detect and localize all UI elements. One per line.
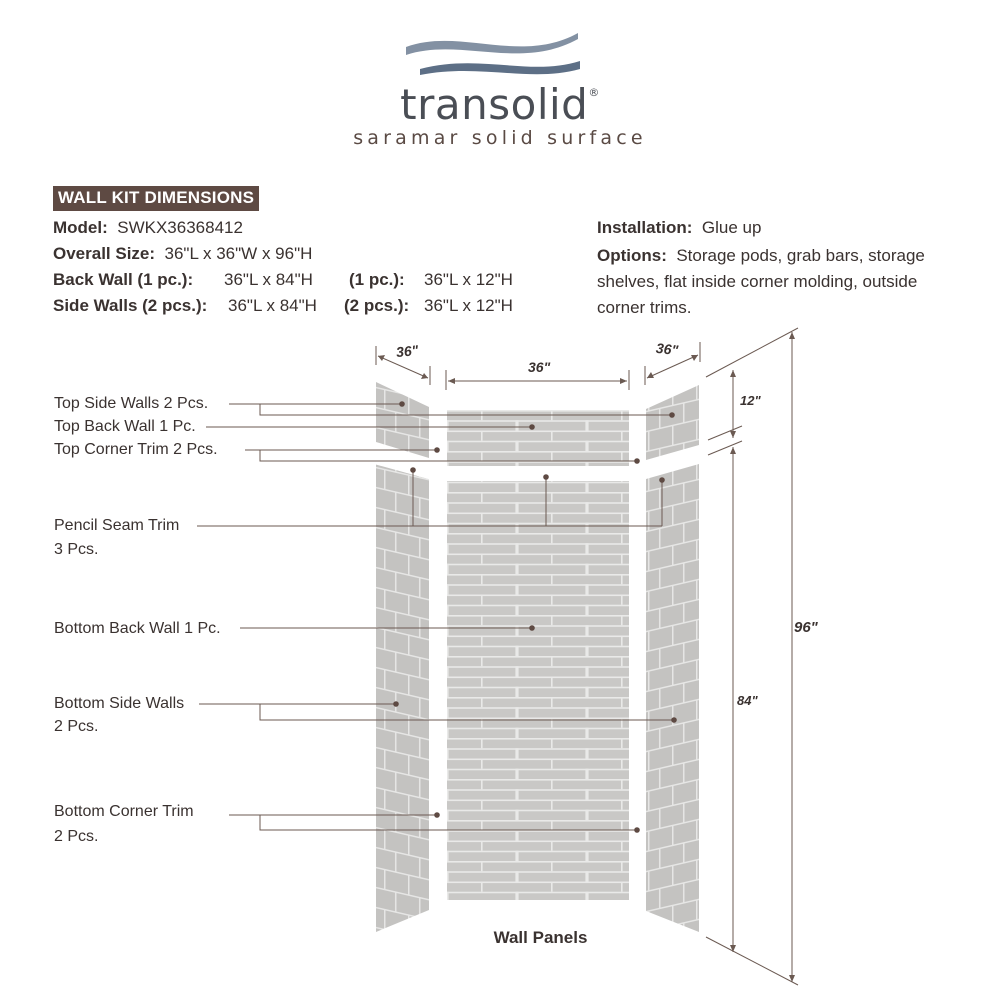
pencil-seam-back	[441, 468, 633, 480]
spec-overall-size: Overall Size: 36"L x 36"W x 96"H	[53, 244, 313, 263]
spec-back-wall-top-value: 36"L x 12"H	[424, 270, 513, 289]
bottom-left-side-wall-panel	[376, 462, 429, 932]
label-pencil-seam-trim: Pencil Seam Trim	[54, 517, 180, 534]
spec-back-wall-top: (1 pc.):	[349, 270, 405, 289]
dim-back-width: 36"	[528, 359, 551, 375]
dim-bottom-height: 84"	[737, 693, 758, 708]
section-title: WALL KIT DIMENSIONS	[53, 186, 259, 211]
label-bottom-corner-trim-count: 2 Pcs.	[54, 828, 99, 845]
label-bottom-side-walls: Bottom Side Walls	[54, 695, 185, 712]
label-top-side-walls: Top Side Walls 2 Pcs.	[54, 395, 209, 412]
top-back-wall-panel	[447, 410, 629, 466]
dim-right-width: 36"	[655, 339, 679, 359]
spec-options: Options: Storage pods, grab bars, storage shelves, flat inside corner molding, outside corner trims.	[597, 246, 925, 317]
spec-side-walls-top-value: 36"L x 12"H	[424, 296, 513, 315]
spec-side-walls-top: (2 pcs.):	[344, 296, 410, 315]
right-corner-trim	[633, 405, 643, 910]
spec-back-wall-value: 36"L x 84"H	[224, 270, 313, 289]
label-top-back-wall: Top Back Wall 1 Pc.	[54, 418, 196, 435]
spec-side-walls-value: 36"L x 84"H	[228, 296, 317, 315]
label-pencil-seam-count: 3 Pcs.	[54, 541, 99, 558]
label-top-corner-trim: Top Corner Trim 2 Pcs.	[54, 441, 218, 458]
top-left-side-wall-panel	[376, 382, 429, 458]
spec-back-wall: Back Wall (1 pc.):	[53, 270, 194, 289]
spec-model: Model: SWKX36368412	[53, 218, 243, 237]
dim-top-height: 12"	[740, 393, 761, 408]
spec-side-walls: Side Walls (2 pcs.):	[53, 296, 208, 315]
brand-tagline: saramar solid surface	[353, 127, 647, 149]
label-bottom-side-walls-count: 2 Pcs.	[54, 718, 99, 735]
diagram-caption: Wall Panels	[493, 928, 588, 947]
brand-name: transolid®	[400, 80, 600, 129]
left-corner-trim	[431, 405, 441, 910]
label-bottom-back-wall: Bottom Back Wall 1 Pc.	[54, 620, 221, 637]
dim-total-height: 96"	[794, 619, 818, 636]
bottom-back-wall-panel	[447, 481, 629, 900]
label-bottom-corner-trim: Bottom Corner Trim	[54, 803, 194, 820]
top-right-side-wall-panel	[646, 385, 699, 460]
dim-left-width: 36"	[395, 341, 419, 361]
spec-installation: Installation: Glue up	[597, 218, 762, 237]
bottom-right-side-wall-panel	[646, 464, 699, 932]
